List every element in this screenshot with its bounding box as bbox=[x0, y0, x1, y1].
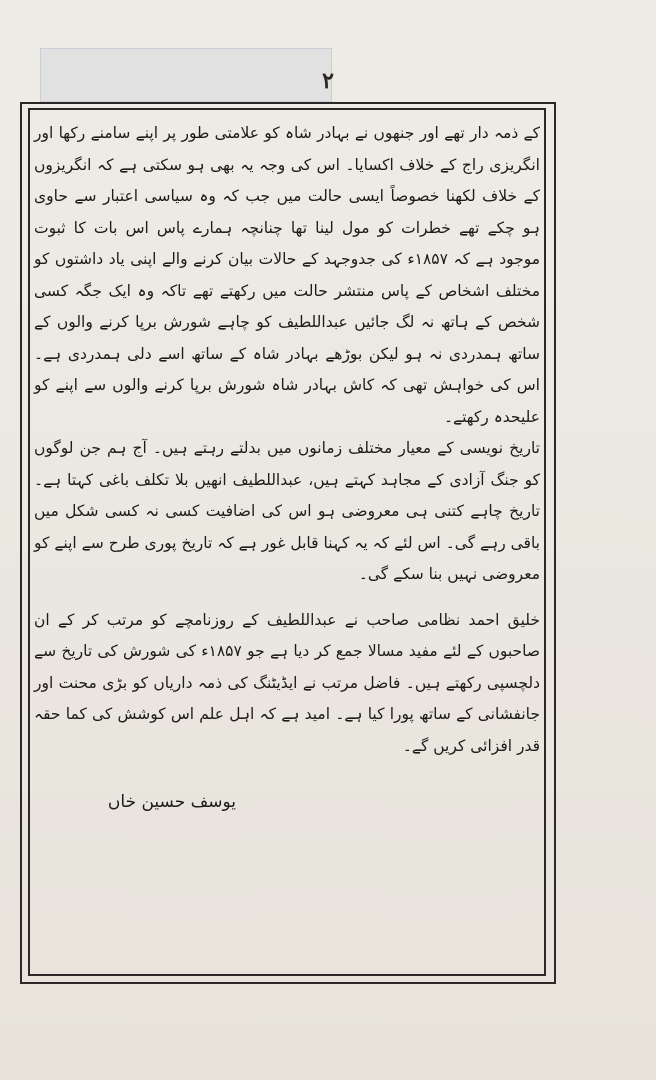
page-number: ۲ bbox=[322, 68, 334, 94]
author-signature: یوسف حسین خاں bbox=[107, 792, 236, 812]
paragraph: خلیق احمد نظامی صاحب نے عبداللطیف کے روزنامچے کو مرتب کر کے ان صاحبوں کے لئے مفید مسالا جمع کر دیا ہے جو ۱۸۵۷ء کی شورش کی تاریخ سے دلچسپی رکھتے ہیں۔ فاضل مرتب نے ایڈیٹنگ کی ذمہ داریاں کو بڑی محنت اور جانفشانی کے ساتھ پورا کیا ہے۔ امید ہے کہ اہل علم اس کوشش کی کما حقہ قدر افزائی کریں گے۔ bbox=[34, 610, 540, 755]
paragraph: کے ذمہ دار تھے اور جنھوں نے بہادر شاہ کو علامتی طور پر اپنے سامنے رکھا اور انگریزی راج کے خلاف اکسایا۔ اس کی وجہ یہ بھی ہو سکتی ہے کہ انگریزوں کے خلاف لکھنا خصوصاً ایسی حالت میں جب کہ وہ سیاسی اعتبار سے حاوی ہو چکے تھے خطرات کو مول لینا تھا چنانچہ ہمارے پاس اس بات کا ثبوت موجود ہے کہ ۱۸۵۷ء کی جدوجہد کے حالات بیان کرنے والے اپنی یاد داشتوں کو مختلف اشخاص کے پاس منتشر حالت میں رکھتے تھے تاکہ وہ ایک جگہ کسی شخص کے ہاتھ نہ لگ جائیں عبداللطیف کو چاہے شورش برپا کرنے والوں کے ساتھ ہمدردی نہ ہو لیکن بوڑھے بہادر شاہ کے ساتھ اسے دلی ہمدردی ہے۔ اس کی خواہش تھی کہ کاش بہادر شاہ شورش برپا کرنے والوں سے اپنے کو علیحدہ رکھتے۔ bbox=[34, 124, 540, 426]
paragraph: تاریخ نویسی کے معیار مختلف زمانوں میں بدلتے رہتے ہیں۔ آج ہم جن لوگوں کو جنگ آزادی کے مجاہد کہتے ہیں، عبداللطیف انھیں بلا تکلف باغی کہتا ہے۔ تاریخ چاہے کتنی ہی معروضی ہو اس کی اضافیت کسی نہ کسی شکل میں باقی رہے گی۔ اس لئے کہ یہ کہنا قابل غور ہے کہ تاریخ پوری طرح سے اپنے کو معروضی نہیں بنا سکے گی۔ bbox=[34, 439, 540, 583]
body-text bbox=[34, 118, 540, 762]
